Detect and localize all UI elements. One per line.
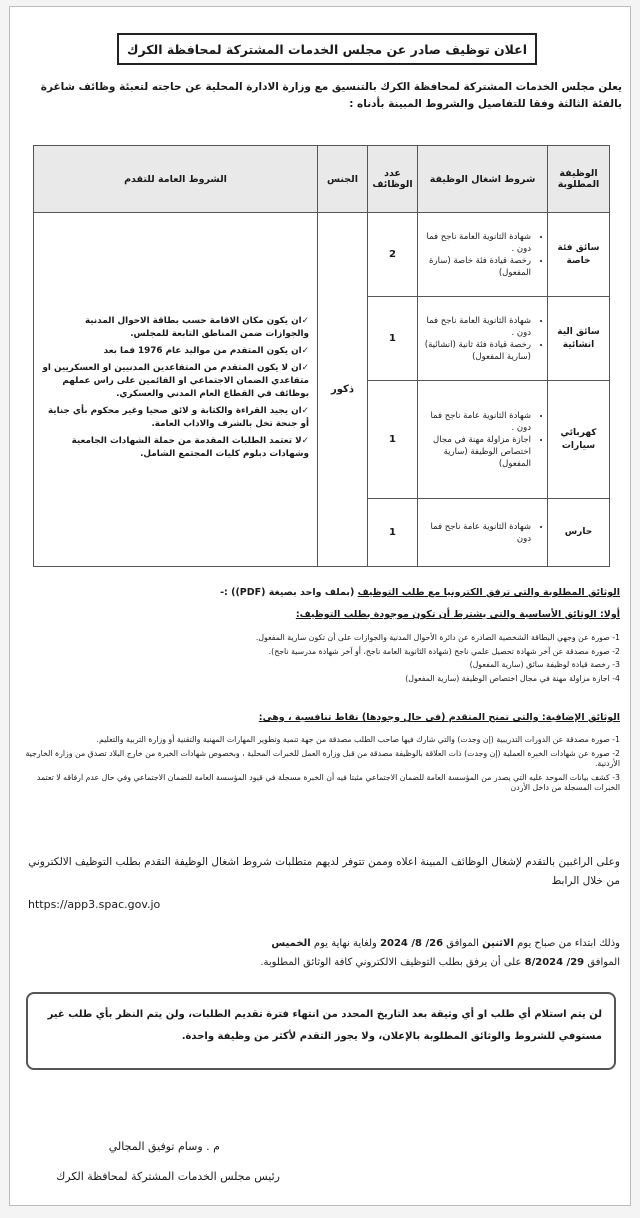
job-title: سائق فئة خاصة [548, 213, 610, 297]
list-item: 4- اجازة مزاولة مهنة في مجال اختصاص الوظيفة (سارية المفعول) [405, 673, 620, 683]
additional-docs-list [24, 735, 620, 797]
job-count: 1 [368, 381, 418, 499]
job-count: 1 [368, 297, 418, 381]
application-link[interactable]: https://app3.spac.gov.jo [28, 898, 161, 911]
signatory-title: رئيس مجلس الخدمات المشتركة لمحافظة الكرك [56, 1170, 280, 1183]
header-conditions: شروط اشغال الوظيفة [418, 146, 548, 213]
basic-docs-heading: أولا: الوثائق الأساسية والتي يشترط أن تكون موجودة بطلب التوظيف: [295, 609, 620, 620]
dates-text: ولغاية نهاية يوم [310, 938, 381, 949]
header-job: الوظيفة المطلوبة [548, 146, 610, 213]
basic-docs-list [24, 633, 620, 687]
start-day: الاثنين [482, 938, 514, 949]
docs-title-suffix: (بملف واحد بصيغة (PDF)) :- [220, 587, 358, 598]
jobs-table [33, 145, 610, 567]
job-conditions [418, 297, 548, 381]
docs-heading [24, 587, 620, 598]
list-item: 3- كشف بيانات الموحد عليه التي يصدر من المؤسسة العامة للضمان الاجتماعي مثبتا فيه أن الخبرة مسجلة في قيود المؤسسة العامة للضمان الاجتماعي وفي حال عدم ارفاقه لا تعتمد الخبرات المسجلة من داخل الأردن [36, 772, 620, 792]
header-count: عدد الوظائف [368, 146, 418, 213]
job-count: 1 [368, 499, 418, 567]
end-date: 29/ 8/2024 [524, 957, 585, 968]
list-item: 3- رخصة قيادة لوظيفة سائق (سارية المفعول) [469, 660, 620, 669]
job-condition-item: • رخصة قيادة فئة ثانية (انشائية) (سارية المفعول) [424, 339, 531, 363]
intro-paragraph: يعلن مجلس الخدمات المشتركة لمحافظة الكرك بالتنسيق مع وزارة الادارة المحلية عن حاجته لتعبئة وظائف شاغرة بالفئة الثالثة وفقا للتفاصيل والشروط المبينة بأدناه : [40, 81, 622, 110]
job-condition-item: • شهادة الثانوية العامة ناجح فما دون . [424, 315, 531, 339]
job-conditions [418, 381, 548, 499]
dates-text: على أن يرفق بطلب التوظيف الالكتروني كافة الوثائق المطلوبة. [260, 957, 525, 968]
notice-box: لن يتم استلام أي طلب او أي وثيقة بعد التاريخ المحدد من انتهاء فترة تقديم الطلبات، ولن يتم النظر بأي طلب غير مستوفي للشروط والوثائق المطلوبة بالإعلان، ولا يجوز التقدم لأكثر من وظيفة واحدة. [26, 992, 616, 1070]
job-title: كهربائي سيارات [548, 381, 610, 499]
job-condition-item: • شهادة الثانوية العامة ناجح فما دون . [424, 231, 531, 255]
job-count: 2 [368, 213, 418, 297]
job-condition-item: • اجازة مزاولة مهنة في مجال اختصاص الوظيفة (سارية المفعول) [424, 434, 531, 470]
job-conditions [418, 213, 548, 297]
list-item: 1- صورة مصدقة عن الدورات التدريبية (إن وجدت) والتي شارك فيها صاحب الطلب مصدقة من جهة تنمية وتطوير المهارات المهنية والتقنية أو وزارة التربية والتعليم. [96, 735, 620, 744]
list-item: 2- صورة عن شهادات الخبرة العملية (إن وجدت) ذات العلاقة بالوظيفة مصدقة من قبل وزارة العمل للخبرات المحلية ، وبخصوص شهادات الخبرة من خارج البلاد تصدق من وزارة الخارجية الأردنية. [25, 748, 620, 768]
job-title: سائق الية انشائية [548, 297, 610, 381]
general-condition-item: ✓ان يجيد القراءة والكتابة و لائق صحيا وغير محكوم بأي جناية أو جنحة تخل بالشرف والاداب العامة. [47, 405, 309, 429]
announcement-page [9, 6, 631, 1206]
job-condition-item: • رخصة قيادة فئة خاصة (سارة المفعول) [424, 255, 531, 279]
general-condition-item: ✓ان لا يكون المتقدم من المتقاعدين المدنيين او العسكريين او متقاعدي الضمان الاجتماعي او القائمين على راس عملهم بوظائف في القطاع العام المدني والعسكري. [42, 362, 309, 399]
signatory-name: م . وسام توفيق المجالي [108, 1140, 220, 1153]
job-title: حارس [548, 499, 610, 567]
docs-title: الوثائق المطلوبة والتي ترفق الكترونيا مع طلب التوظيف [357, 587, 620, 598]
end-day: الخميس [271, 938, 311, 949]
page-title: اعلان توظيف صادر عن مجلس الخدمات المشتركة لمحافظة الكرك [117, 33, 537, 65]
list-item: 1- صورة عن وجهي البطاقة الشخصية الصادرة عن دائرة الأحوال المدنية والجوازات على أن تكون سارية المفعول. [255, 633, 620, 642]
dates-text: الموافق [443, 938, 483, 949]
dates-text: وذلك ابتداء من صباح يوم [513, 938, 620, 949]
job-conditions [418, 499, 548, 567]
application-invite: وعلى الراغبين بالتقدم لإشغال الوظائف المبينة اعلاه وممن تتوفر لديهم متطلبات شروط اشغال الوظيفة التقدم بطلب التوظيف الالكتروني من خلال الرابط [28, 856, 620, 887]
header-gender: الجنس [318, 146, 368, 213]
general-conditions [34, 213, 318, 567]
dates-text: الموافق [584, 957, 620, 968]
list-item: 2- صورة مصدقة عن آخر شهادة تحصيل علمي ناجح (شهادة الثانوية العامة ناجح، أو آخر شهادة مدرسية ناجح). [268, 646, 620, 656]
general-condition-item: ✓ان يكون المتقدم من مواليد عام 1976 فما بعد [103, 345, 309, 356]
gender-cell: ذكور [318, 213, 368, 567]
additional-docs-heading: الوثائق الإضافية: والتي تمنح المتقدم (في حال وجودها) نقاط تنافسية ، وهي: [258, 712, 620, 723]
table-row [34, 213, 610, 297]
general-condition-item: ✓ان يكون مكان الاقامة حسب بطاقة الاحوال المدنية والجوازات ضمن المناطق التابعة للمجلس. [84, 315, 309, 339]
start-date: 26/ 8/ 2024 [380, 938, 444, 949]
table-header-row [34, 146, 610, 213]
application-dates [24, 934, 620, 972]
header-general-conditions: الشروط العامة للتقدم [34, 146, 318, 213]
job-condition-item: • شهادة الثانوية عامة ناجح فما دون [424, 521, 531, 545]
general-condition-item: ✓لا تعتمد الطلبات المقدمة من حملة الشهادات الجامعية وشهادات دبلوم كليات المجتمع الشامل. [71, 435, 309, 459]
job-condition-item: • شهادة الثانوية عامة ناجح فما دون . [424, 410, 531, 434]
